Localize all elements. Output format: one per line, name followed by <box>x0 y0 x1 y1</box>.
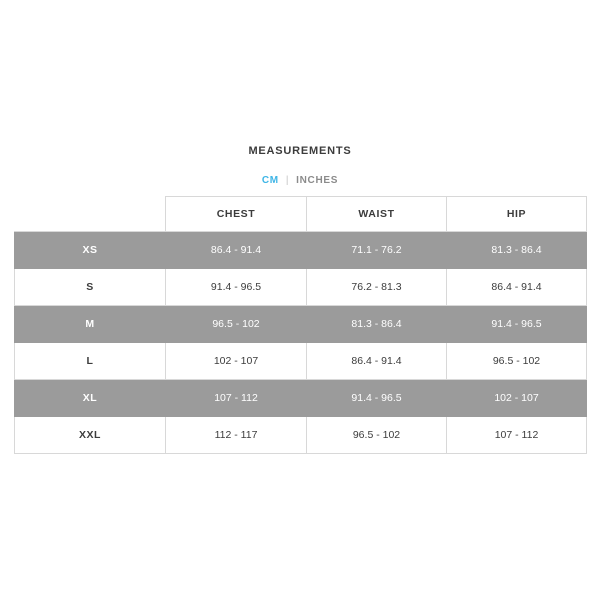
row-hip-value: 81.3 - 86.4 <box>447 232 587 269</box>
row-chest-value: 86.4 - 91.4 <box>166 232 307 269</box>
row-chest-value: 102 - 107 <box>166 343 307 380</box>
row-chest-value: 112 - 117 <box>166 417 307 454</box>
table-row <box>15 380 587 417</box>
table-header <box>15 197 587 232</box>
row-chest-value: 96.5 - 102 <box>166 306 307 343</box>
unit-separator: | <box>285 175 290 186</box>
row-hip-value: 96.5 - 102 <box>447 343 587 380</box>
unit-toggle[interactable] <box>0 175 600 186</box>
row-waist-value: 76.2 - 81.3 <box>307 269 447 306</box>
row-size-label: L <box>15 343 166 380</box>
table-header-cell-chest: CHEST <box>166 197 307 232</box>
table-row <box>15 306 587 343</box>
row-hip-value: 91.4 - 96.5 <box>447 306 587 343</box>
table-header-cell-size <box>15 197 166 232</box>
row-hip-value: 86.4 - 91.4 <box>447 269 587 306</box>
row-waist-value: 86.4 - 91.4 <box>307 343 447 380</box>
table-header-cell-waist: WAIST <box>307 197 447 232</box>
row-chest-value: 107 - 112 <box>166 380 307 417</box>
measurements-table <box>14 196 587 454</box>
table-row <box>15 343 587 380</box>
table-header-cell-hip: HIP <box>447 197 587 232</box>
table-row <box>15 417 587 454</box>
row-hip-value: 107 - 112 <box>447 417 587 454</box>
row-size-label: S <box>15 269 166 306</box>
row-size-label: XS <box>15 232 166 269</box>
row-size-label: XL <box>15 380 166 417</box>
unit-option-inches[interactable]: INCHES <box>296 175 339 186</box>
row-waist-value: 96.5 - 102 <box>307 417 447 454</box>
unit-option-cm[interactable]: CM <box>261 175 279 186</box>
row-chest-value: 91.4 - 96.5 <box>166 269 307 306</box>
row-waist-value: 91.4 - 96.5 <box>307 380 447 417</box>
measurements-table-container <box>14 196 586 454</box>
table-header-row <box>15 197 587 232</box>
table-row <box>15 269 587 306</box>
row-waist-value: 71.1 - 76.2 <box>307 232 447 269</box>
row-hip-value: 102 - 107 <box>447 380 587 417</box>
row-size-label: XXL <box>15 417 166 454</box>
row-size-label: M <box>15 306 166 343</box>
table-row <box>15 232 587 269</box>
page-title: MEASUREMENTS <box>248 145 352 157</box>
table-body <box>15 232 587 454</box>
row-waist-value: 81.3 - 86.4 <box>307 306 447 343</box>
